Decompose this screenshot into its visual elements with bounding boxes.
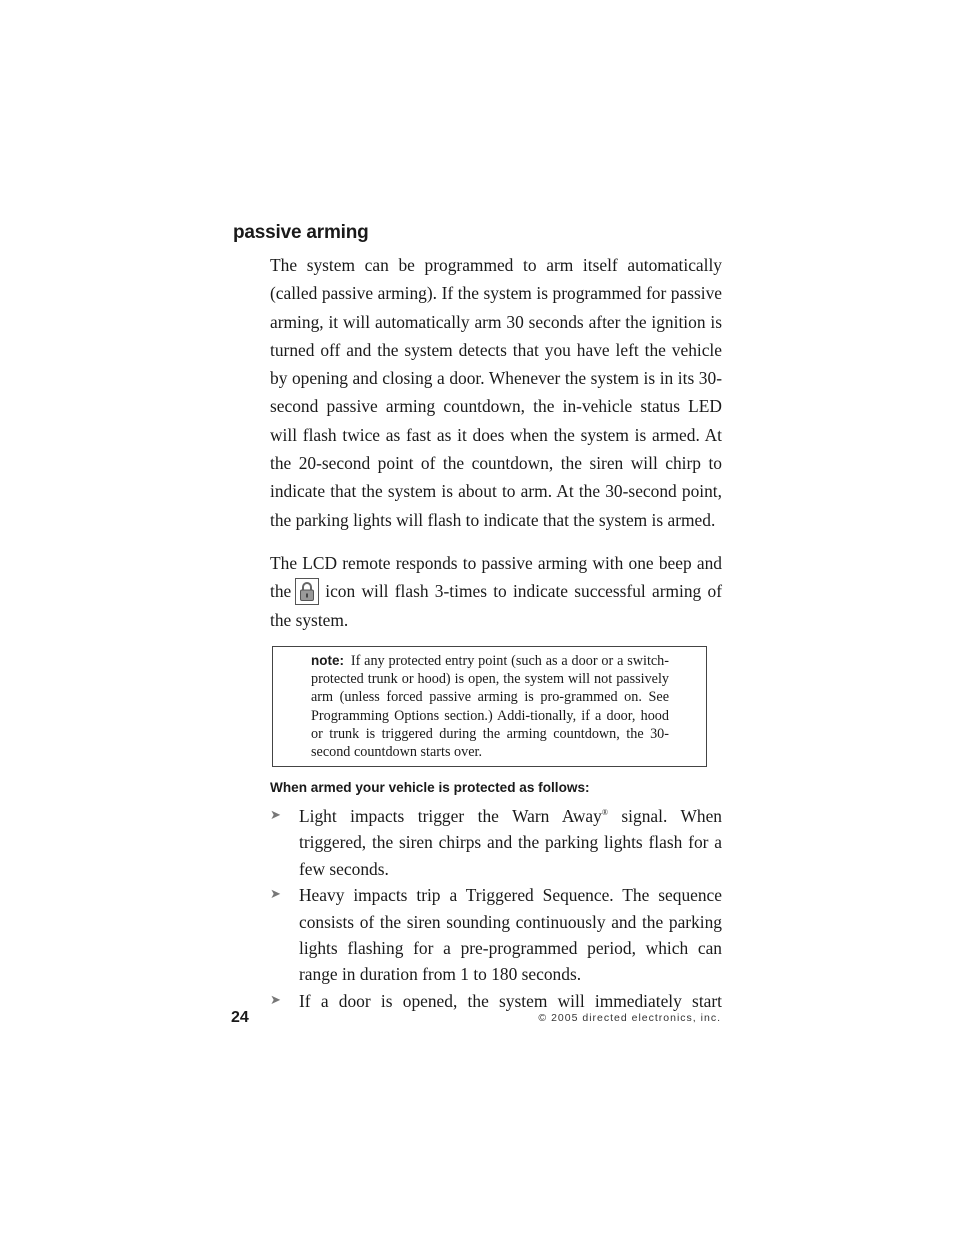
protection-heading: When armed your vehicle is protected as follows: bbox=[270, 780, 590, 795]
arrow-bullet-icon: ➤ bbox=[270, 992, 281, 1008]
arrow-bullet-icon: ➤ bbox=[270, 808, 281, 823]
copyright-notice: © 2005 directed electronics, inc. bbox=[538, 1012, 721, 1024]
list-item-text: If a door is opened, the system will immediately start bbox=[299, 990, 722, 1011]
note-label: note: bbox=[311, 653, 344, 668]
lock-icon bbox=[295, 578, 319, 605]
list-item-text: signal. When triggered, the siren chirps and the parking lights flash for a few seconds. bbox=[299, 806, 723, 879]
list-item bbox=[270, 882, 722, 988]
list-item bbox=[270, 803, 722, 882]
registered-mark: ® bbox=[601, 808, 608, 818]
lcd-remote-text-after-icon: icon will flash 3-times to indicate successful arming of the system. bbox=[270, 581, 722, 630]
lcd-remote-text-before-icon: The LCD remote responds to passive arming with one beep and the bbox=[270, 553, 722, 602]
section-title: passive arming bbox=[233, 222, 369, 243]
note-box bbox=[272, 646, 707, 767]
note-text-block bbox=[311, 652, 669, 761]
page-number: 24 bbox=[231, 1009, 249, 1026]
arrow-bullet-icon: ➤ bbox=[270, 887, 281, 903]
note-body: If any protected entry point (such as a door or a switch-protected trunk or hood) is open, the system will not passively arm (unless forced passive arming is pro-grammed on. See Programming Options section.) Addi-tionally, if a door, hood or trunk is triggered during the arming countdown, the 30-second countdown starts over. bbox=[311, 653, 670, 761]
protection-list bbox=[270, 803, 722, 1014]
list-item bbox=[270, 988, 722, 1014]
list-item-text: Heavy impacts trip a Triggered Sequence. The sequence consists of the siren sounding continuously and the parking lights flashing for a pre-programmed period, which can range in duration from 1 to 180 seconds. bbox=[299, 885, 722, 985]
passive-arming-paragraph: The system can be programmed to arm itself automatically (called passive arming). If the system is programmed for passive arming, it will automatically arm 30 seconds after the ignition is turned off and the system detects that you have left the vehicle by opening and closing a door. Whenever the system is in its 30-second passive arming countdown, the in-vehicle status LED will flash twice as fast as it does when the system is armed. At the 20-second point of the countdown, the siren will chirp to indicate that the system is about to arm. At the 30-second point, the parking lights will flash to indicate that the system is armed. bbox=[270, 255, 722, 530]
lcd-remote-paragraph bbox=[270, 549, 722, 634]
list-item-text: Light impacts trigger the Warn Away bbox=[299, 806, 602, 826]
